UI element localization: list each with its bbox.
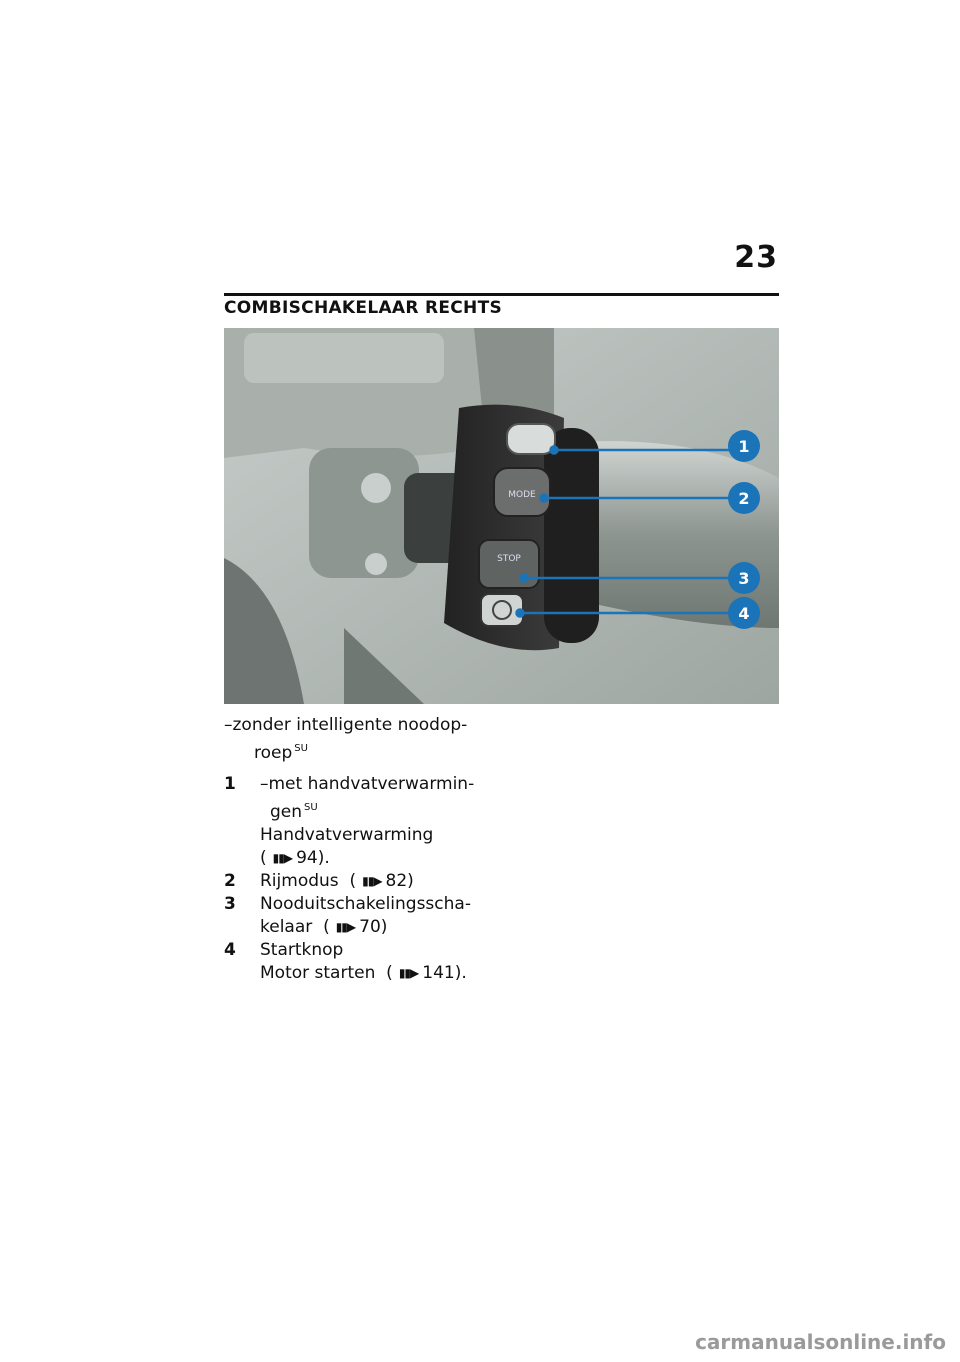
item-1-condition: –met handvatverwarmin-	[260, 774, 475, 794]
item-3-label-line1: Nooduitschakelingsscha-	[260, 894, 471, 914]
page-ref-arrow-icon: ▮▮▶	[362, 874, 382, 888]
legend-number: 3	[224, 894, 236, 914]
mode-button-label: MODE	[508, 490, 536, 500]
callout-3-label: 3	[738, 569, 750, 588]
item-1-label: Handvatverwarming	[260, 825, 434, 845]
legend-item-4	[224, 939, 494, 985]
callout-1-label: 1	[738, 437, 750, 456]
legend-item-2	[224, 870, 494, 893]
item-1-sup: SU	[304, 802, 318, 813]
item-3-label-line2: kelaar	[260, 917, 313, 937]
page-ref[interactable]: ( ▮▮▶ 82)	[349, 871, 414, 891]
section-title: COMBISCHAKELAAR RECHTS	[224, 298, 503, 318]
page-ref-arrow-icon: ▮▮▶	[272, 851, 293, 865]
page-number: 23	[734, 240, 778, 275]
page-ref-arrow-icon: ▮▮▶	[335, 920, 356, 934]
legend-list	[224, 773, 494, 985]
page-ref[interactable]: ( ▮▮▶ 94).	[260, 848, 330, 868]
header-rule	[224, 293, 779, 296]
legend-number: 1	[224, 774, 236, 794]
legend-item-3	[224, 893, 494, 939]
page-ref[interactable]: ( ▮▮▶ 70)	[323, 917, 388, 937]
callout-2-label: 2	[738, 489, 750, 508]
item-4-label: Startknop	[260, 940, 344, 960]
intro-condition	[224, 714, 494, 765]
stop-button-label: STOP	[497, 554, 521, 564]
handlebar-switch-photo	[224, 328, 779, 704]
intro-line1: –zonder intelligente noodop-	[224, 715, 468, 735]
item-2-label: Rijmodus	[260, 871, 339, 891]
page-ref[interactable]: ( ▮▮▶ 141).	[386, 963, 467, 983]
legend-number: 4	[224, 940, 236, 960]
intro-sup: SU	[294, 743, 308, 754]
legend-number: 2	[224, 871, 236, 891]
watermark: carmanualsonline.info	[695, 1330, 946, 1354]
item-1-condition-cont: gen	[270, 802, 303, 822]
page-ref-arrow-icon: ▮▮▶	[398, 966, 419, 980]
legend	[224, 714, 494, 985]
callout-4-label: 4	[738, 604, 750, 623]
item-4-sub: Motor starten	[260, 963, 376, 983]
intro-line2: roep	[254, 743, 293, 763]
legend-item-1	[224, 773, 494, 870]
